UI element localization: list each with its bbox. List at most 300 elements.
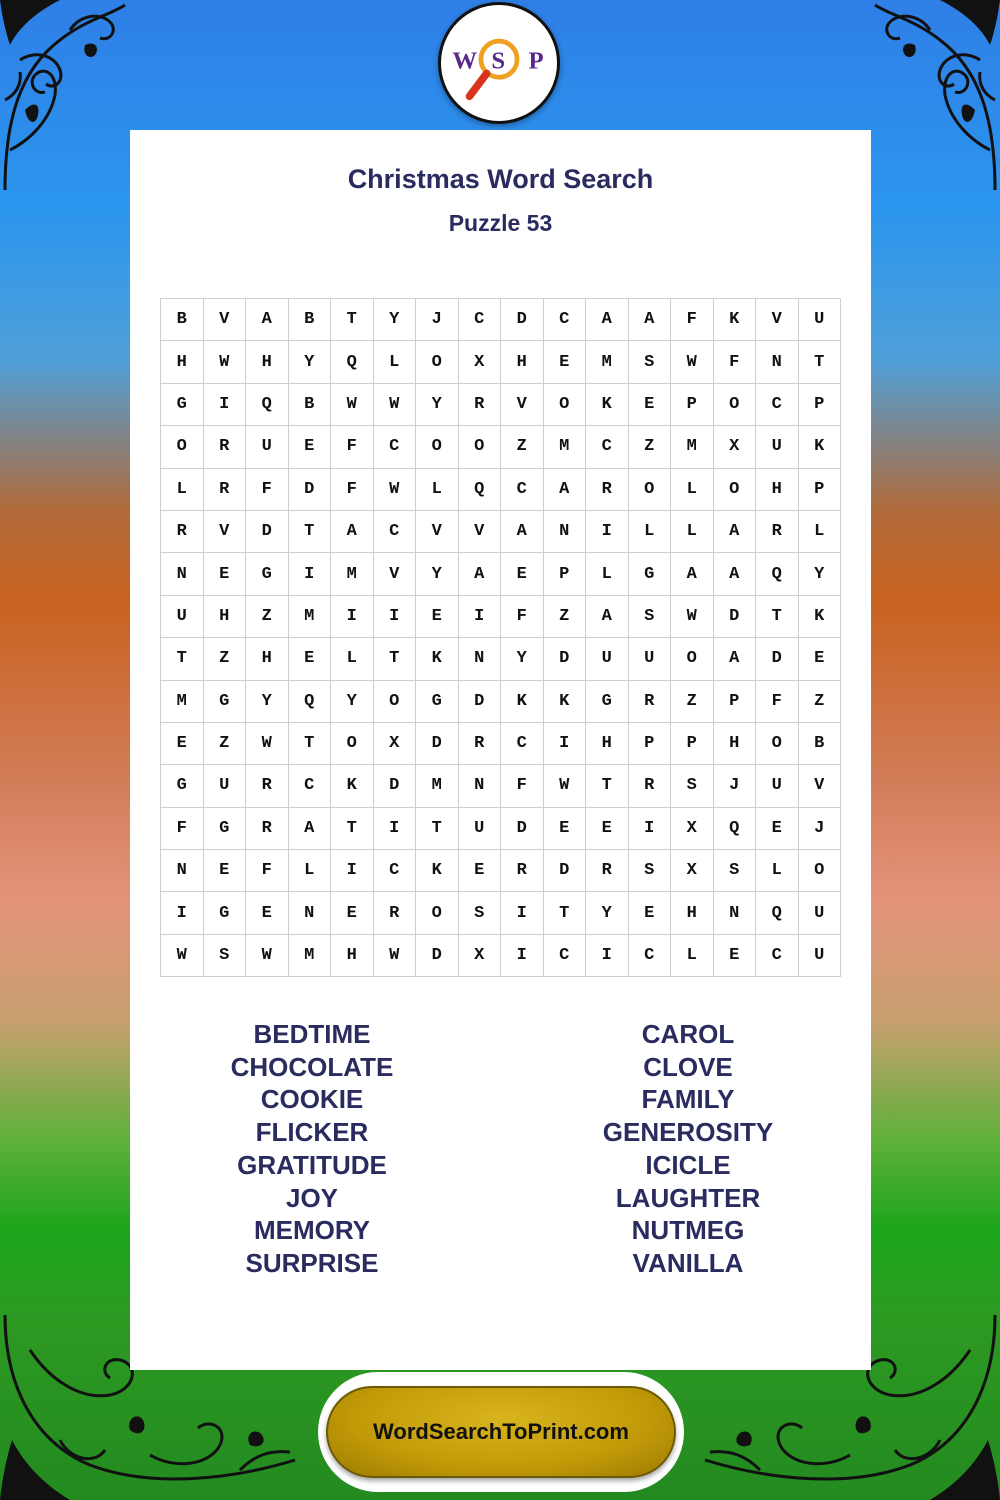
- grid-cell[interactable]: H: [501, 341, 544, 383]
- grid-cell[interactable]: A: [246, 299, 289, 341]
- grid-cell[interactable]: R: [501, 850, 544, 892]
- grid-cell[interactable]: D: [288, 468, 331, 510]
- grid-cell[interactable]: X: [373, 722, 416, 764]
- grid-cell[interactable]: E: [501, 553, 544, 595]
- grid-cell[interactable]: N: [458, 638, 501, 680]
- grid-cell[interactable]: M: [543, 426, 586, 468]
- grid-cell[interactable]: A: [628, 299, 671, 341]
- grid-cell[interactable]: X: [458, 341, 501, 383]
- grid-cell[interactable]: D: [501, 299, 544, 341]
- grid-cell[interactable]: P: [628, 722, 671, 764]
- grid-cell[interactable]: L: [671, 934, 714, 976]
- grid-cell[interactable]: A: [671, 553, 714, 595]
- grid-row: [161, 850, 841, 892]
- grid-cell[interactable]: K: [331, 765, 374, 807]
- grid-cell[interactable]: E: [756, 807, 799, 849]
- grid-cell[interactable]: P: [798, 383, 841, 425]
- grid-cell[interactable]: G: [161, 765, 204, 807]
- grid-cell[interactable]: Z: [543, 595, 586, 637]
- word-list-item: VANILLA: [632, 1247, 744, 1278]
- grid-cell[interactable]: I: [161, 892, 204, 934]
- grid-cell[interactable]: V: [501, 383, 544, 425]
- grid-cell[interactable]: H: [246, 638, 289, 680]
- grid-row: [161, 595, 841, 637]
- grid-cell[interactable]: E: [416, 595, 459, 637]
- grid-cell[interactable]: U: [628, 638, 671, 680]
- grid-cell[interactable]: C: [501, 722, 544, 764]
- grid-cell[interactable]: I: [331, 595, 374, 637]
- grid-cell[interactable]: I: [628, 807, 671, 849]
- grid-cell[interactable]: O: [416, 892, 459, 934]
- grid-cell[interactable]: K: [798, 595, 841, 637]
- grid-cell[interactable]: K: [543, 680, 586, 722]
- grid-cell[interactable]: U: [246, 426, 289, 468]
- grid-cell[interactable]: C: [501, 468, 544, 510]
- grid-cell[interactable]: R: [756, 510, 799, 552]
- grid-cell[interactable]: R: [586, 468, 629, 510]
- grid-cell[interactable]: Q: [756, 553, 799, 595]
- grid-cell[interactable]: J: [416, 299, 459, 341]
- grid-cell[interactable]: R: [458, 383, 501, 425]
- grid-cell[interactable]: D: [416, 934, 459, 976]
- grid-cell[interactable]: V: [756, 299, 799, 341]
- grid-cell[interactable]: K: [416, 850, 459, 892]
- grid-cell[interactable]: H: [713, 722, 756, 764]
- grid-cell[interactable]: Z: [501, 426, 544, 468]
- grid-cell[interactable]: A: [543, 468, 586, 510]
- grid-cell[interactable]: O: [671, 638, 714, 680]
- grid-cell[interactable]: X: [671, 807, 714, 849]
- grid-cell[interactable]: T: [161, 638, 204, 680]
- grid-cell[interactable]: J: [713, 765, 756, 807]
- corner-flourish-top-right: [870, 0, 1000, 200]
- grid-cell[interactable]: E: [288, 638, 331, 680]
- grid-cell[interactable]: U: [756, 426, 799, 468]
- wsp-logo: [438, 2, 560, 124]
- word-list-item: CHOCOLATE: [230, 1051, 394, 1082]
- grid-cell[interactable]: R: [246, 807, 289, 849]
- grid-cell[interactable]: C: [586, 426, 629, 468]
- grid-cell[interactable]: S: [628, 850, 671, 892]
- grid-cell[interactable]: R: [246, 765, 289, 807]
- word-list-item: CAROL: [641, 1019, 735, 1049]
- grid-cell[interactable]: X: [671, 850, 714, 892]
- grid-cell[interactable]: N: [543, 510, 586, 552]
- grid-cell[interactable]: L: [288, 850, 331, 892]
- grid-cell[interactable]: Y: [501, 638, 544, 680]
- grid-cell[interactable]: A: [458, 553, 501, 595]
- grid-cell[interactable]: G: [203, 892, 246, 934]
- grid-cell[interactable]: P: [671, 722, 714, 764]
- page-title: Christmas Word Search: [347, 164, 654, 194]
- grid-cell[interactable]: F: [161, 807, 204, 849]
- grid-cell[interactable]: R: [203, 468, 246, 510]
- grid-cell[interactable]: T: [416, 807, 459, 849]
- grid-cell[interactable]: N: [713, 892, 756, 934]
- grid-cell[interactable]: K: [586, 383, 629, 425]
- grid-cell[interactable]: B: [288, 299, 331, 341]
- grid-cell[interactable]: R: [458, 722, 501, 764]
- grid-cell[interactable]: F: [713, 341, 756, 383]
- grid-cell[interactable]: I: [203, 383, 246, 425]
- grid-cell[interactable]: Q: [756, 892, 799, 934]
- grid-row: [161, 722, 841, 764]
- grid-cell[interactable]: T: [331, 299, 374, 341]
- grid-cell[interactable]: A: [713, 553, 756, 595]
- grid-cell[interactable]: M: [161, 680, 204, 722]
- word-list-item: JOY: [285, 1182, 339, 1213]
- grid-cell[interactable]: S: [713, 850, 756, 892]
- grid-cell[interactable]: E: [331, 892, 374, 934]
- grid-cell[interactable]: L: [586, 553, 629, 595]
- grid-cell[interactable]: H: [756, 468, 799, 510]
- logo-letter-p: P: [528, 47, 544, 75]
- grid-cell[interactable]: C: [373, 510, 416, 552]
- word-list-item: FLICKER: [255, 1117, 369, 1148]
- grid-cell[interactable]: Y: [331, 680, 374, 722]
- grid-row: [161, 934, 841, 976]
- grid-cell[interactable]: B: [288, 383, 331, 425]
- grid-cell[interactable]: C: [628, 934, 671, 976]
- grid-cell[interactable]: B: [161, 299, 204, 341]
- grid-cell[interactable]: W: [203, 341, 246, 383]
- word-list-item: LAUGHTER: [615, 1182, 761, 1213]
- grid-cell[interactable]: W: [543, 765, 586, 807]
- grid-cell[interactable]: U: [458, 807, 501, 849]
- grid-cell[interactable]: P: [713, 680, 756, 722]
- grid-cell[interactable]: U: [798, 299, 841, 341]
- grid-cell[interactable]: T: [331, 807, 374, 849]
- grid-cell[interactable]: W: [373, 468, 416, 510]
- grid-cell[interactable]: L: [756, 850, 799, 892]
- site-badge: [318, 1372, 684, 1492]
- grid-cell[interactable]: T: [288, 722, 331, 764]
- grid-cell[interactable]: Y: [288, 341, 331, 383]
- grid-cell[interactable]: M: [288, 595, 331, 637]
- grid-cell[interactable]: E: [798, 638, 841, 680]
- grid-row: [161, 468, 841, 510]
- grid-cell[interactable]: O: [543, 383, 586, 425]
- grid-cell[interactable]: R: [628, 680, 671, 722]
- grid-cell[interactable]: P: [543, 553, 586, 595]
- grid-row: [161, 807, 841, 849]
- word-list-item: SURPRISE: [245, 1247, 379, 1278]
- grid-cell[interactable]: N: [161, 850, 204, 892]
- grid-cell[interactable]: K: [416, 638, 459, 680]
- grid-cell[interactable]: I: [543, 722, 586, 764]
- grid-cell[interactable]: S: [203, 934, 246, 976]
- grid-cell[interactable]: I: [501, 892, 544, 934]
- grid-cell[interactable]: L: [671, 468, 714, 510]
- grid-cell[interactable]: F: [246, 468, 289, 510]
- grid-cell[interactable]: E: [246, 892, 289, 934]
- grid-cell[interactable]: Y: [416, 553, 459, 595]
- grid-cell[interactable]: D: [416, 722, 459, 764]
- grid-cell[interactable]: E: [543, 807, 586, 849]
- grid-cell[interactable]: F: [671, 299, 714, 341]
- grid-row: [161, 299, 841, 341]
- grid-cell[interactable]: O: [713, 383, 756, 425]
- grid-row: [161, 510, 841, 552]
- grid-cell[interactable]: G: [161, 383, 204, 425]
- grid-cell[interactable]: T: [543, 892, 586, 934]
- grid-cell[interactable]: C: [756, 383, 799, 425]
- word-list-item: MEMORY: [253, 1215, 371, 1246]
- grid-cell[interactable]: E: [288, 426, 331, 468]
- grid-cell[interactable]: V: [373, 553, 416, 595]
- grid-row: [161, 765, 841, 807]
- word-list-item: FAMILY: [641, 1084, 735, 1115]
- word-list-item: COOKIE: [260, 1084, 364, 1115]
- grid-cell[interactable]: O: [713, 468, 756, 510]
- grid-cell[interactable]: O: [798, 850, 841, 892]
- word-list-item: NUTMEG: [631, 1215, 745, 1246]
- grid-cell[interactable]: W: [161, 934, 204, 976]
- grid-cell[interactable]: D: [543, 850, 586, 892]
- grid-cell[interactable]: O: [458, 426, 501, 468]
- grid-cell[interactable]: R: [203, 426, 246, 468]
- grid-cell[interactable]: C: [373, 850, 416, 892]
- grid-cell[interactable]: E: [203, 553, 246, 595]
- puzzle-card: [130, 130, 871, 1370]
- word-list-item: GRATITUDE: [237, 1149, 387, 1180]
- word-list-item: ICICLE: [645, 1149, 731, 1180]
- grid-cell[interactable]: I: [458, 595, 501, 637]
- grid-cell[interactable]: H: [671, 892, 714, 934]
- grid-cell[interactable]: M: [671, 426, 714, 468]
- grid-cell[interactable]: O: [416, 341, 459, 383]
- grid-cell[interactable]: Z: [628, 426, 671, 468]
- grid-cell[interactable]: H: [586, 722, 629, 764]
- grid-cell[interactable]: G: [628, 553, 671, 595]
- grid-row: [161, 892, 841, 934]
- grid-cell[interactable]: U: [586, 638, 629, 680]
- grid-cell[interactable]: G: [586, 680, 629, 722]
- grid-cell[interactable]: C: [543, 299, 586, 341]
- grid-cell[interactable]: N: [458, 765, 501, 807]
- grid-cell[interactable]: O: [416, 426, 459, 468]
- grid-cell[interactable]: N: [161, 553, 204, 595]
- grid-cell[interactable]: P: [671, 383, 714, 425]
- grid-cell[interactable]: Q: [288, 680, 331, 722]
- grid-cell[interactable]: L: [628, 510, 671, 552]
- grid-cell[interactable]: D: [246, 510, 289, 552]
- corner-flourish-top-left: [0, 0, 130, 200]
- grid-cell[interactable]: Q: [331, 341, 374, 383]
- grid-cell[interactable]: G: [246, 553, 289, 595]
- grid-cell[interactable]: I: [501, 934, 544, 976]
- grid-cell[interactable]: U: [203, 765, 246, 807]
- grid-cell[interactable]: R: [373, 892, 416, 934]
- grid-cell[interactable]: A: [713, 638, 756, 680]
- grid-cell[interactable]: Z: [671, 680, 714, 722]
- grid-cell[interactable]: Y: [586, 892, 629, 934]
- grid-cell[interactable]: H: [246, 341, 289, 383]
- grid-row: [161, 341, 841, 383]
- word-list-item: BEDTIME: [253, 1019, 371, 1049]
- grid-cell[interactable]: E: [543, 341, 586, 383]
- grid-cell[interactable]: C: [288, 765, 331, 807]
- grid-cell[interactable]: U: [161, 595, 204, 637]
- grid-cell[interactable]: F: [501, 765, 544, 807]
- grid-cell[interactable]: Y: [416, 383, 459, 425]
- grid-cell[interactable]: V: [203, 299, 246, 341]
- grid-cell[interactable]: E: [203, 850, 246, 892]
- grid-cell[interactable]: Y: [798, 553, 841, 595]
- grid-cell[interactable]: I: [288, 553, 331, 595]
- grid-cell[interactable]: Z: [203, 638, 246, 680]
- grid-cell[interactable]: W: [671, 595, 714, 637]
- grid-cell[interactable]: Z: [203, 722, 246, 764]
- grid-cell[interactable]: L: [416, 468, 459, 510]
- grid-cell[interactable]: W: [246, 722, 289, 764]
- grid-cell[interactable]: H: [203, 595, 246, 637]
- grid-cell[interactable]: Q: [246, 383, 289, 425]
- grid-cell[interactable]: P: [798, 468, 841, 510]
- grid-cell[interactable]: B: [798, 722, 841, 764]
- grid-cell[interactable]: X: [713, 426, 756, 468]
- grid-cell[interactable]: D: [713, 595, 756, 637]
- grid-cell[interactable]: V: [458, 510, 501, 552]
- grid-cell[interactable]: Y: [246, 680, 289, 722]
- grid-cell[interactable]: N: [288, 892, 331, 934]
- grid-cell[interactable]: Y: [373, 299, 416, 341]
- logo-letter-s: S: [491, 47, 506, 75]
- grid-cell[interactable]: L: [373, 341, 416, 383]
- grid-cell[interactable]: I: [331, 850, 374, 892]
- grid-cell[interactable]: Q: [458, 468, 501, 510]
- grid-cell[interactable]: E: [458, 850, 501, 892]
- grid-cell[interactable]: C: [756, 934, 799, 976]
- grid-cell[interactable]: W: [373, 383, 416, 425]
- grid-row: [161, 680, 841, 722]
- website-link-button[interactable]: WordSearchToPrint.com: [326, 1386, 676, 1478]
- grid-cell[interactable]: M: [416, 765, 459, 807]
- grid-cell[interactable]: N: [756, 341, 799, 383]
- grid-cell[interactable]: I: [373, 807, 416, 849]
- grid-cell[interactable]: K: [501, 680, 544, 722]
- grid-cell[interactable]: V: [416, 510, 459, 552]
- grid-cell[interactable]: O: [756, 722, 799, 764]
- grid-cell[interactable]: L: [331, 638, 374, 680]
- grid-cell[interactable]: R: [586, 850, 629, 892]
- grid-cell[interactable]: E: [628, 892, 671, 934]
- grid-cell[interactable]: H: [161, 341, 204, 383]
- grid-cell[interactable]: Z: [798, 680, 841, 722]
- grid-cell[interactable]: E: [161, 722, 204, 764]
- grid-row: [161, 383, 841, 425]
- grid-row: [161, 638, 841, 680]
- grid-cell[interactable]: O: [373, 680, 416, 722]
- grid-cell[interactable]: K: [713, 299, 756, 341]
- grid-cell[interactable]: T: [373, 638, 416, 680]
- grid-cell[interactable]: O: [628, 468, 671, 510]
- grid-cell[interactable]: D: [543, 638, 586, 680]
- grid-cell[interactable]: E: [628, 383, 671, 425]
- grid-row: [161, 426, 841, 468]
- grid-cell[interactable]: S: [628, 595, 671, 637]
- grid-cell[interactable]: F: [331, 468, 374, 510]
- word-list-item: CLOVE: [643, 1051, 733, 1082]
- grid-cell[interactable]: A: [586, 299, 629, 341]
- grid-cell[interactable]: U: [798, 892, 841, 934]
- grid-cell[interactable]: D: [501, 807, 544, 849]
- grid-cell[interactable]: W: [671, 341, 714, 383]
- grid-cell[interactable]: M: [331, 553, 374, 595]
- grid-cell[interactable]: E: [586, 807, 629, 849]
- grid-cell[interactable]: X: [458, 934, 501, 976]
- grid-cell[interactable]: T: [756, 595, 799, 637]
- grid-cell[interactable]: L: [671, 510, 714, 552]
- grid-cell[interactable]: I: [373, 595, 416, 637]
- grid-cell[interactable]: D: [458, 680, 501, 722]
- grid-cell[interactable]: F: [756, 680, 799, 722]
- grid-cell[interactable]: M: [586, 341, 629, 383]
- grid-cell[interactable]: S: [628, 341, 671, 383]
- grid-cell[interactable]: G: [203, 680, 246, 722]
- grid-cell[interactable]: C: [458, 299, 501, 341]
- letter-grid: [160, 298, 841, 977]
- grid-cell[interactable]: W: [246, 934, 289, 976]
- grid-cell[interactable]: M: [288, 934, 331, 976]
- grid-cell[interactable]: W: [331, 383, 374, 425]
- grid-cell[interactable]: V: [798, 765, 841, 807]
- grid-cell[interactable]: K: [798, 426, 841, 468]
- word-list-item: GENEROSITY: [602, 1117, 774, 1148]
- grid-cell[interactable]: A: [331, 510, 374, 552]
- grid-cell[interactable]: W: [373, 934, 416, 976]
- grid-cell[interactable]: V: [203, 510, 246, 552]
- grid-cell[interactable]: Z: [246, 595, 289, 637]
- grid-row: [161, 553, 841, 595]
- grid-cell[interactable]: L: [798, 510, 841, 552]
- grid-cell[interactable]: O: [161, 426, 204, 468]
- grid-cell[interactable]: R: [161, 510, 204, 552]
- grid-cell[interactable]: A: [501, 510, 544, 552]
- grid-cell[interactable]: Q: [713, 807, 756, 849]
- grid-cell[interactable]: C: [543, 934, 586, 976]
- grid-cell[interactable]: F: [246, 850, 289, 892]
- grid-cell[interactable]: U: [798, 934, 841, 976]
- grid-cell[interactable]: O: [331, 722, 374, 764]
- grid-cell[interactable]: D: [373, 765, 416, 807]
- grid-cell[interactable]: I: [586, 934, 629, 976]
- grid-cell[interactable]: G: [203, 807, 246, 849]
- grid-cell[interactable]: C: [373, 426, 416, 468]
- grid-cell[interactable]: E: [713, 934, 756, 976]
- grid-cell[interactable]: S: [458, 892, 501, 934]
- grid-cell[interactable]: S: [671, 765, 714, 807]
- grid-cell[interactable]: I: [586, 510, 629, 552]
- logo-letter-w: W: [452, 47, 478, 75]
- grid-cell[interactable]: U: [756, 765, 799, 807]
- grid-cell[interactable]: A: [713, 510, 756, 552]
- grid-cell[interactable]: L: [161, 468, 204, 510]
- grid-cell[interactable]: D: [756, 638, 799, 680]
- grid-cell[interactable]: T: [798, 341, 841, 383]
- grid-cell[interactable]: J: [798, 807, 841, 849]
- word-list-left: [162, 1018, 462, 1280]
- grid-cell[interactable]: F: [501, 595, 544, 637]
- grid-cell[interactable]: A: [586, 595, 629, 637]
- grid-cell[interactable]: R: [628, 765, 671, 807]
- grid-cell[interactable]: A: [288, 807, 331, 849]
- grid-cell[interactable]: T: [586, 765, 629, 807]
- grid-cell[interactable]: T: [288, 510, 331, 552]
- grid-cell[interactable]: H: [331, 934, 374, 976]
- grid-cell[interactable]: F: [331, 426, 374, 468]
- grid-cell[interactable]: G: [416, 680, 459, 722]
